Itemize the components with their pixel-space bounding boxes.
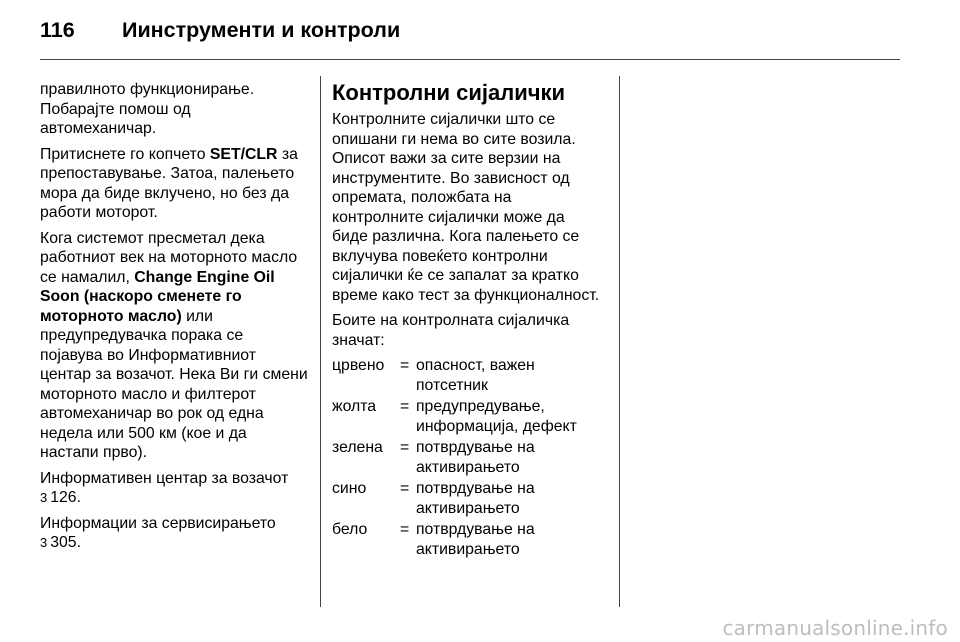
oil-warning-message: Change Engine Oil Soon (наскоро сменете го моторното масло) xyxy=(40,268,275,325)
text-column-middle xyxy=(332,80,602,561)
column-divider xyxy=(320,76,321,607)
legend-row: бело = потврдување на активирањето xyxy=(332,521,535,558)
paragraph: Контролните сијалички што се опишани ги нема во сите возила. Описот важи за сите верзии на инструментите. Во зависност од опремата, положбата на контролните сијалички може да биде различна. Кога палењето се вклучува повеќето контролни сијалички ќе се запалат за кратко време како тест за функционалност. xyxy=(332,111,600,304)
legend-row: зелена = потврдување на активирањето xyxy=(332,439,535,476)
paragraph: Боите на контролната сијаличка значат: xyxy=(332,312,570,349)
paragraph: правилното функционирање. Побарајте помош од автомеханичар. xyxy=(40,81,255,137)
cross-reference: Информации за сервисирањето 3 305. xyxy=(40,514,276,551)
column-divider xyxy=(619,76,620,607)
section-title: Контролни сијалички xyxy=(332,80,566,105)
text-column-left xyxy=(40,80,308,559)
page-number: 116 xyxy=(40,18,75,42)
page-link[interactable]: 3 305. xyxy=(40,534,81,551)
set-clr-button-label: SET/CLR xyxy=(209,145,278,163)
header-rule xyxy=(40,59,900,60)
reference-arrow-icon: 3 xyxy=(40,535,48,550)
reference-arrow-icon: 3 xyxy=(40,490,48,505)
legend-row: жолта = предупредување, информација, дефект xyxy=(332,398,577,435)
chapter-title: Иинструменти и контроли xyxy=(122,18,401,42)
legend-row: сино = потврдување на активирањето xyxy=(332,480,535,517)
watermark: carmanualsonline.info xyxy=(722,616,948,640)
page-link[interactable]: 3 126. xyxy=(40,489,81,506)
color-legend xyxy=(332,356,602,559)
paragraph: Притиснете го копчето SET/CLR за препоставување. Затоа, палењето мора да биде вклучено, но без да работи моторот. xyxy=(40,145,298,221)
cross-reference: Информативен центар за возачот 3 126. xyxy=(40,469,289,506)
legend-row: црвено = опасност, важен потсетник xyxy=(332,357,535,394)
paragraph: Кога системот пресметал дека работниот век на моторното масло се намалил, Change Engine Oil Soon (наскоро сменете го моторното масло) или предупредувачка порака се појавува во Информативниот центар за возачот. Нека Ви ги смени моторното масло и филтерот автомеханичар во рок од една недела или 500 км (кое и да настапи прво). xyxy=(40,229,308,461)
page-header xyxy=(40,14,900,54)
